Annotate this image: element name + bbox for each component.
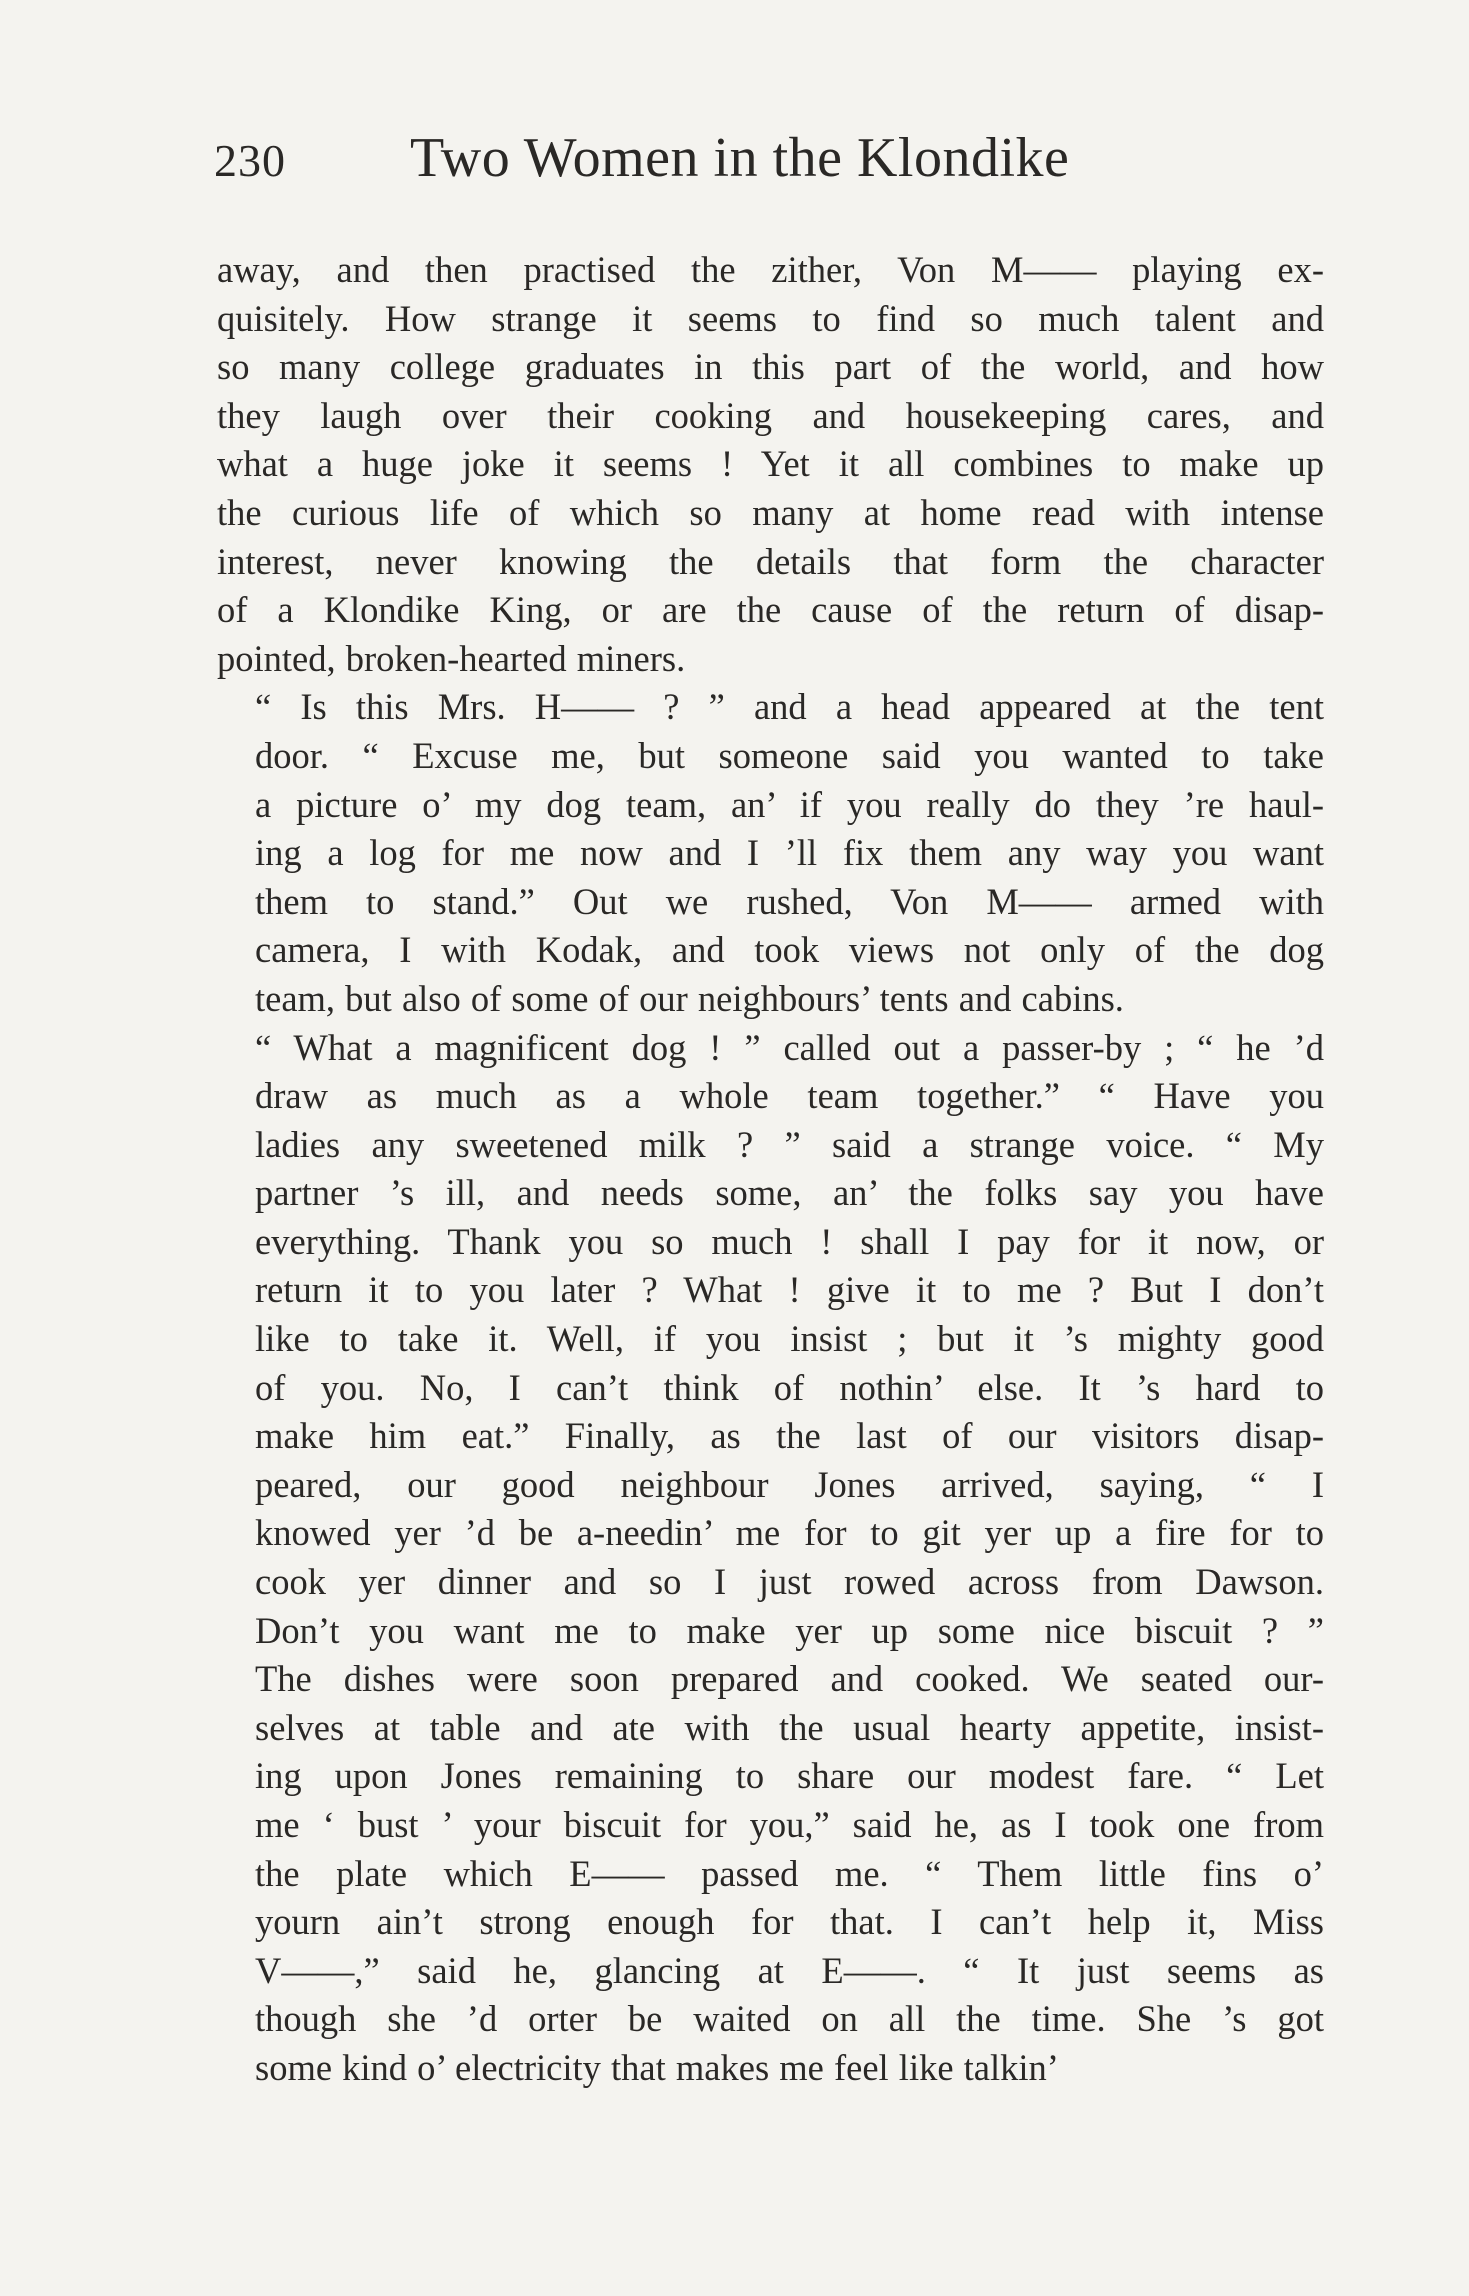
body-text bbox=[217, 246, 1324, 2093]
text-line: ing a log for me now and I ’ll fix them any way you want bbox=[255, 832, 1324, 874]
text-line: a picture o’ my dog team, an’ if you really do they ’re haul- bbox=[255, 783, 1324, 825]
text-line: interest, never knowing the details that form the character bbox=[217, 540, 1324, 582]
text-line: camera, I with Kodak, and took views not only of the dog bbox=[255, 929, 1324, 971]
text-line: me ‘ bust ’ your biscuit for you,” said he, as I took one from bbox=[255, 1804, 1324, 1845]
text-line: selves at table and ate with the usual hearty appetite, insist- bbox=[255, 1706, 1324, 1748]
text-line: what a huge joke it seems ! Yet it all combines to make up bbox=[217, 443, 1324, 485]
text-line: them to stand.” Out we rushed, Von M—— armed with bbox=[255, 880, 1324, 922]
paragraph bbox=[217, 246, 1324, 683]
text-line: The dishes were soon prepared and cooked. We seated our- bbox=[255, 1658, 1324, 1700]
text-line: pointed, broken-hearted miners. bbox=[217, 637, 686, 679]
text-line: partner ’s ill, and needs some, an’ the folks say you have bbox=[255, 1172, 1324, 1214]
paragraph bbox=[217, 1024, 1324, 2093]
text-line: so many college graduates in this part of the world, and how bbox=[217, 346, 1324, 388]
text-line: though she ’d orter be waited on all the time. She ’s got bbox=[255, 1998, 1324, 2040]
text-line: team, but also of some of our neighbours’ tents and cabins. bbox=[255, 977, 1124, 1019]
text-line: ing upon Jones remaining to share our modest fare. “ Let bbox=[255, 1755, 1324, 1797]
text-line: the curious life of which so many at home read with intense bbox=[217, 491, 1324, 533]
text-line: peared, our good neighbour Jones arrived, saying, “ I bbox=[255, 1463, 1324, 1505]
text-line: they laugh over their cooking and housekeeping cares, and bbox=[217, 394, 1324, 436]
text-line: like to take it. Well, if you insist ; but it ’s mighty good bbox=[255, 1318, 1324, 1360]
text-line: cook yer dinner and so I just rowed across from Dawson. bbox=[255, 1561, 1324, 1603]
running-head bbox=[214, 126, 1324, 206]
text-line: yourn ain’t strong enough for that. I can’t help it, Miss bbox=[255, 1901, 1324, 1943]
text-line: make him eat.” Finally, as the last of our visitors disap- bbox=[255, 1415, 1324, 1457]
text-line: draw as much as a whole team together.” “ Have you bbox=[255, 1075, 1324, 1117]
text-line: quisitely. How strange it seems to find so much talent and bbox=[217, 297, 1324, 339]
text-line: ladies any sweetened milk ? ” said a strange voice. “ My bbox=[255, 1123, 1324, 1165]
text-line: return it to you later ? What ! give it to me ? But I don’t bbox=[255, 1269, 1324, 1311]
text-line: “ What a magnificent dog ! ” called out a passer-by ; “ he ’d bbox=[255, 1026, 1324, 1068]
text-line: everything. Thank you so much ! shall I pay for it now, or bbox=[255, 1220, 1324, 1262]
text-line: away, and then practised the zither, Von M—— playing ex- bbox=[217, 249, 1324, 290]
text-line: door. “ Excuse me, but someone said you wanted to take bbox=[255, 734, 1324, 776]
text-line: of you. No, I can’t think of nothin’ else. It ’s hard to bbox=[255, 1366, 1324, 1408]
text-line: knowed yer ’d be a-needin’ me for to git yer up a fire for to bbox=[255, 1512, 1324, 1554]
text-line: some kind o’ electricity that makes me feel like talkin’ bbox=[255, 2046, 1059, 2088]
text-line: “ Is this Mrs. H—— ? ” and a head appeared at the tent bbox=[255, 686, 1324, 728]
paragraph bbox=[217, 683, 1324, 1023]
text-line: Don’t you want me to make yer up some nice biscuit ? ” bbox=[255, 1609, 1324, 1651]
page-number: 230 bbox=[214, 135, 286, 186]
text-line: V——,” said he, glancing at E——. “ It just seems as bbox=[255, 1949, 1324, 1991]
text-line: of a Klondike King, or are the cause of the return of disap- bbox=[217, 589, 1324, 631]
text-line: the plate which E—— passed me. “ Them little fins o’ bbox=[255, 1852, 1324, 1894]
running-title: Two Women in the Klondike bbox=[410, 127, 1070, 189]
